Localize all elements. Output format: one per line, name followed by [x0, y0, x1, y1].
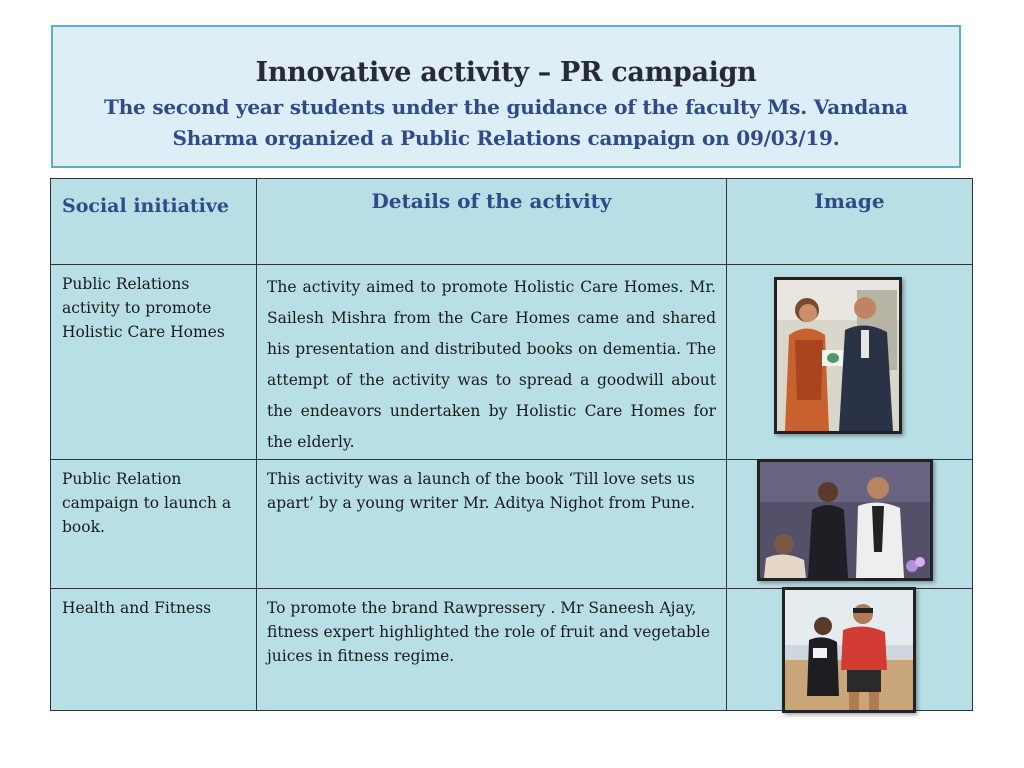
table-header-row: [51, 179, 973, 265]
details-cell: This activity was a launch of the book ‘Till love sets us apart’ by a young writer Mr. Aditya Nighot from Pune.: [257, 460, 727, 588]
table-row: [51, 460, 973, 588]
image-cell: [727, 265, 973, 460]
page-title: Innovative activity – PR campaign: [255, 57, 757, 88]
image-cell: [727, 588, 973, 711]
activity-photo-3: [782, 587, 916, 713]
details-cell: The activity aimed to promote Holistic Care Homes. Mr. Sailesh Mishra from the Care Homes came and shared his presentation and distributed books on dementia. The attempt of the activity was to spread a goodwill about the endeavors undertaken by Holistic Care Homes for the elderly.: [257, 265, 727, 460]
column-header-details: Details of the activity: [257, 179, 727, 265]
initiative-cell: Public Relation campaign to launch a book.: [51, 460, 257, 588]
initiative-cell: Public Relations activity to promote Holistic Care Homes: [51, 265, 257, 460]
image-cell: [727, 460, 973, 588]
title-box: [51, 25, 961, 168]
column-header-initiative: Social initiative: [51, 179, 257, 265]
table-row: [51, 265, 973, 460]
activity-photo-2: [757, 459, 933, 581]
page-subtitle: The second year students under the guidance of the faculty Ms. Vandana Sharma organized a Public Relations campaign on 09/03/19.: [104, 95, 908, 150]
activity-table: [50, 178, 973, 711]
column-header-image: Image: [727, 179, 973, 265]
activity-photo-1: [774, 277, 902, 434]
details-cell: To promote the brand Rawpressery . Mr Saneesh Ajay, fitness expert highlighted the role of fruit and vegetable juices in fitness regime.: [257, 588, 727, 711]
table-row: [51, 588, 973, 711]
initiative-cell: Health and Fitness: [51, 588, 257, 711]
